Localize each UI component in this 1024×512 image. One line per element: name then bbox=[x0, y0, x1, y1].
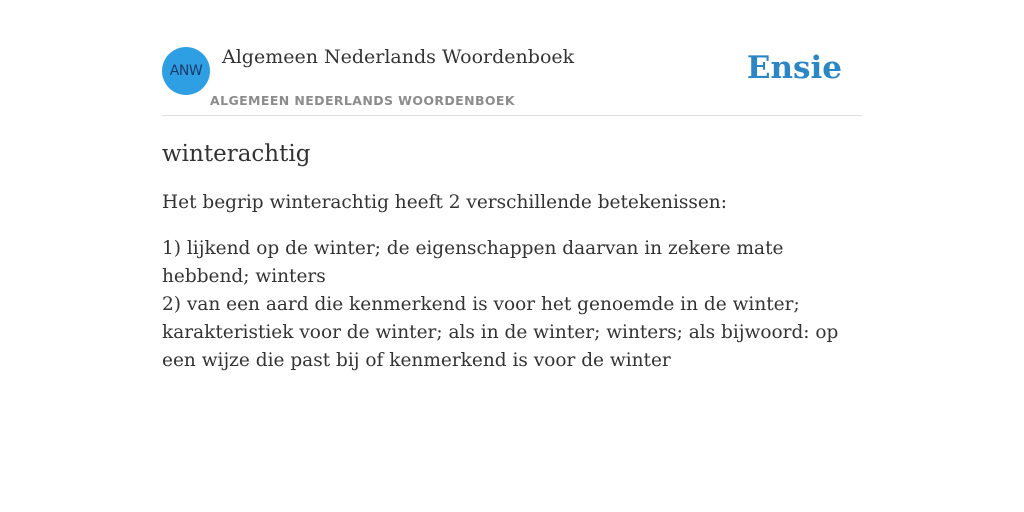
definition-intro: Het begrip winterachtig heeft 2 verschillende betekenissen: bbox=[162, 192, 727, 213]
definition-item: 2) van een aard die kenmerkend is voor het genoemde in de winter; karakteristiek voor de winter; als in de winter; winters; als bijwoord: op een wijze die past bij of kenmerkend is voor de winter bbox=[162, 294, 839, 371]
header bbox=[162, 0, 862, 116]
source-title[interactable]: Algemeen Nederlands Woordenboek bbox=[222, 46, 575, 68]
headword: winterachtig bbox=[162, 141, 311, 167]
definition-list bbox=[162, 235, 862, 375]
source-subtitle: ALGEMEEN NEDERLANDS WOORDENBOEK bbox=[210, 93, 515, 108]
anw-logo-text: ANW bbox=[169, 63, 203, 79]
anw-logo[interactable] bbox=[162, 47, 210, 95]
ensie-brand-link[interactable]: Ensie bbox=[746, 50, 842, 86]
definition-item: 1) lijkend op de winter; de eigenschappen daarvan in zekere mate hebbend; winters bbox=[162, 238, 784, 287]
page bbox=[162, 0, 862, 375]
